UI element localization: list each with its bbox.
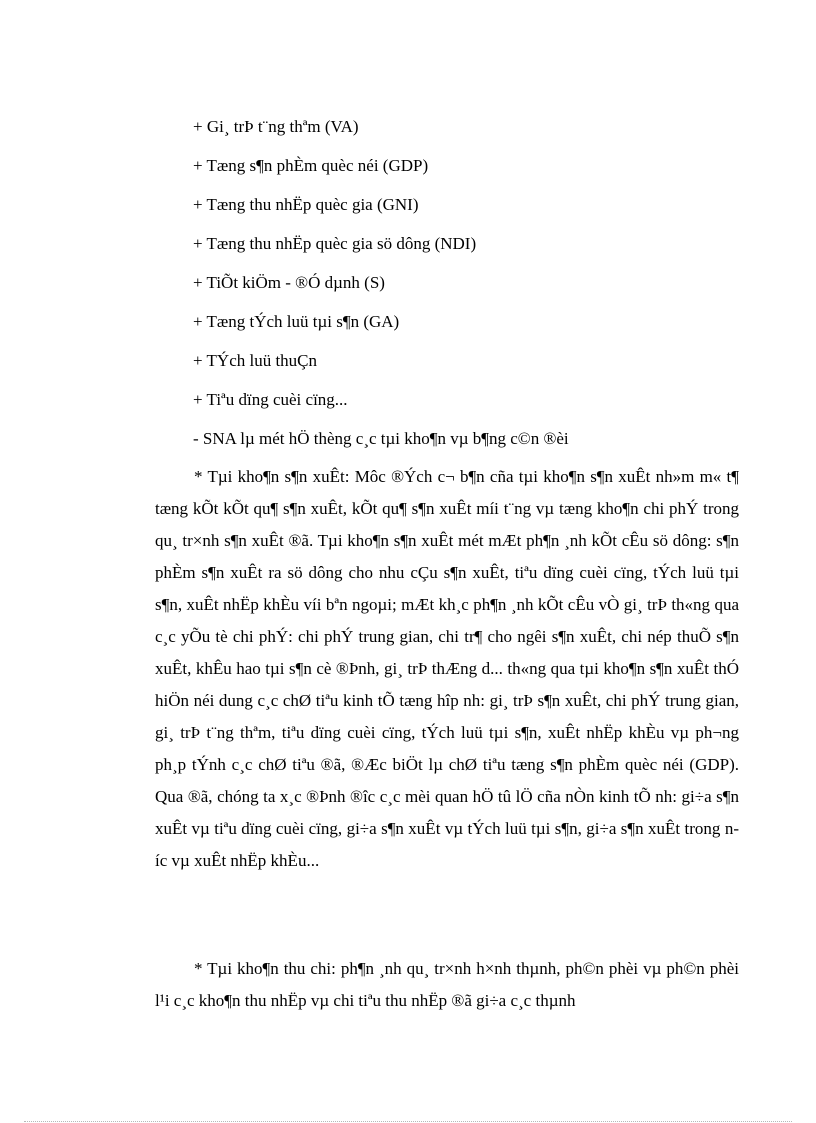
list-item: + Tæng thu nhËp quèc gia sö dông (NDI) [193, 234, 477, 253]
paragraph-income-expenditure-account: * Tµi kho¶n thu chi: ph¶n ¸nh qu¸ tr×nh h×nh thµnh, ph©n phèi vµ ph©n phèi l¹i c¸c kho¶n thu nhËp vµ chi tiªu thu nhËp ®ã gi÷a c¸c thµnh [155, 959, 739, 1010]
list-item: + Tæng tÝch luü tµi s¶n (GA) [193, 312, 400, 331]
list-item: + TÝch luü thuÇn [193, 351, 318, 370]
list-item: - SNA lµ mét hÖ thèng c¸c tµi kho¶n vµ b¶ng c©n ®èi [193, 429, 569, 448]
list-item: + Tæng s¶n phÈm quèc néi (GDP) [193, 156, 429, 175]
list-item: + Tiªu dïng cuèi cïng... [193, 390, 348, 409]
list-item: + TiÕt kiÖm - ®Ó dµnh (S) [193, 273, 385, 292]
indicator-list [193, 114, 753, 465]
list-item: + Gi¸ trÞ t¨ng thªm (VA) [193, 117, 359, 136]
list-item: + Tæng thu nhËp quèc gia (GNI) [193, 195, 419, 214]
paragraph-production-account: * Tµi kho¶n s¶n xuÊt: Môc ®Ých c¬ b¶n cña tµi kho¶n s¶n xuÊt nh»m m« t¶ tæng kÕt kÕt qu¶ s¶n xuÊt, kÕt qu¶ s¶n xuÊt míi t¨ng vµ tæng kho¶n chi phÝ trong qu¸ tr×nh s¶n xuÊt ®ã. Tµi kho¶n s¶n xuÊt mét mÆt ph¶n ¸nh kÕt cÊu sö dông: s¶n phÈm s¶n xuÊt ra sö dông cho nhu cÇu s¶n xuÊt, tiªu dïng cuèi cïng, tÝch luü tµi s¶n, xuÊt nhËp khÈu víi bªn ngoµi; mÆt kh¸c ph¶n ¸nh kÕt cÊu vÒ gi¸ trÞ th«ng qua c¸c yÕu tè chi phÝ: chi phÝ trung gian, chi tr¶ cho ngêi s¶n xuÊt, chi nép thuÕ s¶n xuÊt, khÊu hao tµi s¶n cè ®Þnh, gi¸ trÞ thÆng d... th«ng qua tµi kho¶n s¶n xuÊt thÓ hiÖn néi dung c¸c chØ tiªu kinh tÕ tæng hîp nh: gi¸ trÞ s¶n xuÊt, chi phÝ trung gian, gi¸ trÞ t¨ng thªm, tiªu dïng cuèi cïng, tÝch luü tµi s¶n, xuÊt nhËp khÈu vµ ph¬ng ph¸p tÝnh c¸c chØ tiªu ®ã, ®Æc biÖt lµ chØ tiªu tæng s¶n phÈm quèc néi (GDP). Qua ®ã, chóng ta x¸c ®Þnh ®îc c¸c mèi quan hÖ tû lÖ cña nÒn kinh tÕ nh: gi÷a s¶n xuÊt vµ tiªu dïng cuèi cïng, gi÷a s¶n xuÊt vµ tÝch luü tµi s¶n, gi÷a s¶n xuÊt trong níc vµ xuÊt nhËp khÈu... [155, 467, 739, 870]
page-bottom-divider [24, 1121, 792, 1122]
